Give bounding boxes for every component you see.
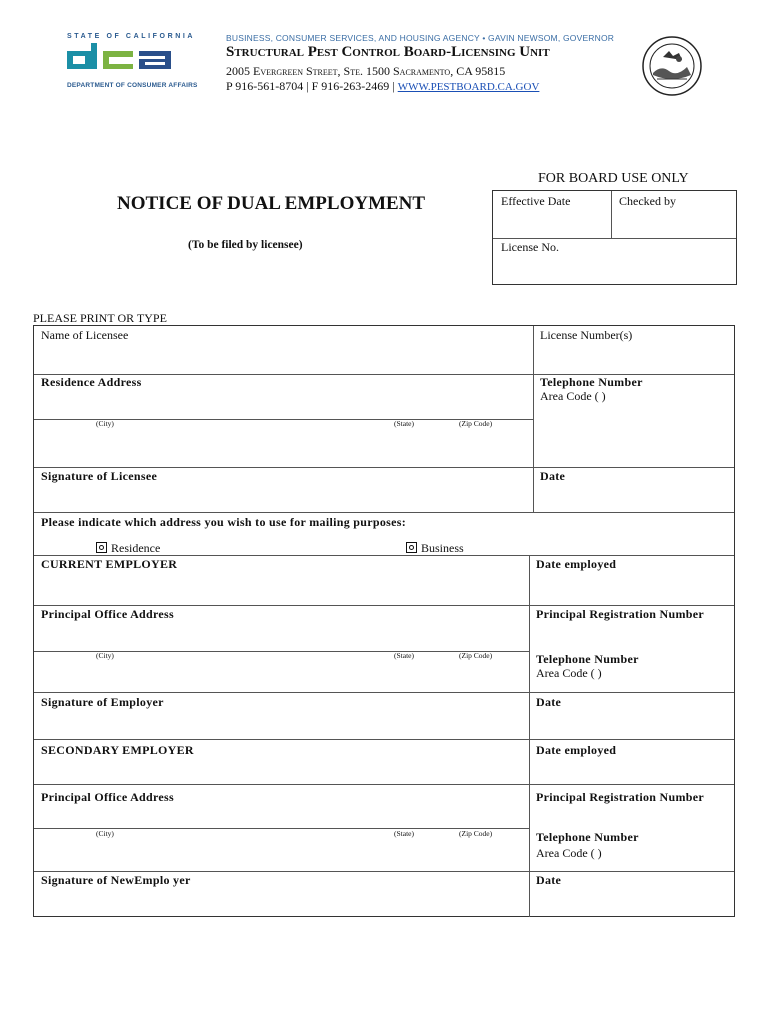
business-option-label: Business — [421, 541, 464, 555]
signature-employer-label: Signature of Employer — [41, 695, 164, 709]
effective-date-label: Effective Date — [501, 194, 571, 208]
page-subtitle: (To be filed by licensee) — [188, 239, 303, 251]
secondary-principal-registration-label: Principal Registration Number — [536, 790, 705, 804]
business-option[interactable] — [406, 541, 464, 556]
dca-logo-mark — [65, 43, 207, 77]
name-of-licensee-label: Name of Licensee — [41, 328, 129, 342]
unit-name: Structural Pest Control Board-Licensing Unit — [226, 44, 550, 60]
current-date-label: Date — [536, 695, 562, 709]
logo-state-text: STATE OF CALIFORNIA — [67, 33, 196, 40]
secondary-area-code-label: Area Code ( ) — [536, 846, 602, 860]
business-radio-icon[interactable] — [406, 542, 417, 553]
residence-radio-icon[interactable] — [96, 542, 107, 553]
license-no-label: License No. — [501, 240, 559, 254]
dca-logo — [65, 33, 207, 93]
secondary-city-label: (City) — [96, 829, 114, 838]
secondary-date-employed-label: Date employed — [536, 743, 617, 757]
secondary-principal-office-label: Principal Office Address — [41, 790, 174, 804]
current-date-employed-label: Date employed — [536, 557, 617, 571]
secondary-date-label: Date — [536, 873, 562, 887]
current-city-label: (City) — [96, 651, 114, 660]
secondary-employer-label: SECONDARY EMPLOYER — [41, 743, 194, 757]
zip-label: (Zip Code) — [459, 419, 493, 428]
current-telephone-label: Telephone Number — [536, 652, 639, 666]
state-label: (State) — [394, 419, 414, 428]
residence-option[interactable] — [96, 541, 160, 556]
phone-fax-text: P 916-561-8704 | F 916-263-2469 | — [226, 79, 398, 93]
secondary-telephone-label: Telephone Number — [536, 830, 639, 844]
current-area-code-label: Area Code ( ) — [536, 666, 602, 680]
page-title: NOTICE OF DUAL EMPLOYMENT — [117, 193, 426, 214]
dual-employment-form — [33, 325, 735, 917]
secondary-state-label: (State) — [394, 829, 414, 838]
website-link[interactable]: WWW.PESTBOARD.CA.GOV — [397, 81, 540, 93]
city-label: (City) — [96, 419, 114, 428]
current-principal-registration-label: Principal Registration Number — [536, 607, 705, 621]
board-use-heading: FOR BOARD USE ONLY — [538, 171, 689, 186]
signature-licensee-label: Signature of Licensee — [41, 469, 158, 483]
current-principal-office-label: Principal Office Address — [41, 607, 174, 621]
telephone-number-label: Telephone Number — [540, 375, 643, 389]
date-label: Date — [540, 469, 566, 483]
current-employer-label: CURRENT EMPLOYER — [41, 557, 178, 571]
unit-address: 2005 Evergreen Street, Ste. 1500 Sacramento, CA 95815 — [226, 64, 506, 78]
agency-line: BUSINESS, CONSUMER SERVICES, AND HOUSING AGENCY • GAVIN NEWSOM, GOVERNOR — [226, 33, 615, 43]
area-code-label: Area Code ( ) — [540, 389, 606, 403]
license-numbers-label: License Number(s) — [540, 328, 633, 342]
current-state-label: (State) — [394, 651, 414, 660]
print-note: PLEASE PRINT OR TYPE — [33, 311, 167, 325]
residence-option-label: Residence — [111, 541, 161, 555]
logo-dept-text: DEPARTMENT OF CONSUMER AFFAIRS — [67, 82, 198, 89]
checked-by-label: Checked by — [619, 194, 676, 208]
board-use-box — [492, 190, 737, 285]
current-zip-label: (Zip Code) — [459, 651, 493, 660]
residence-address-label: Residence Address — [41, 375, 142, 389]
secondary-zip-label: (Zip Code) — [459, 829, 493, 838]
contact-line — [226, 79, 539, 94]
state-seal-icon — [641, 35, 703, 97]
signature-new-employer-label: Signature of NewEmplo yer — [41, 873, 191, 887]
mailing-prompt: Please indicate which address you wish to use for mailing purposes: — [41, 515, 407, 529]
